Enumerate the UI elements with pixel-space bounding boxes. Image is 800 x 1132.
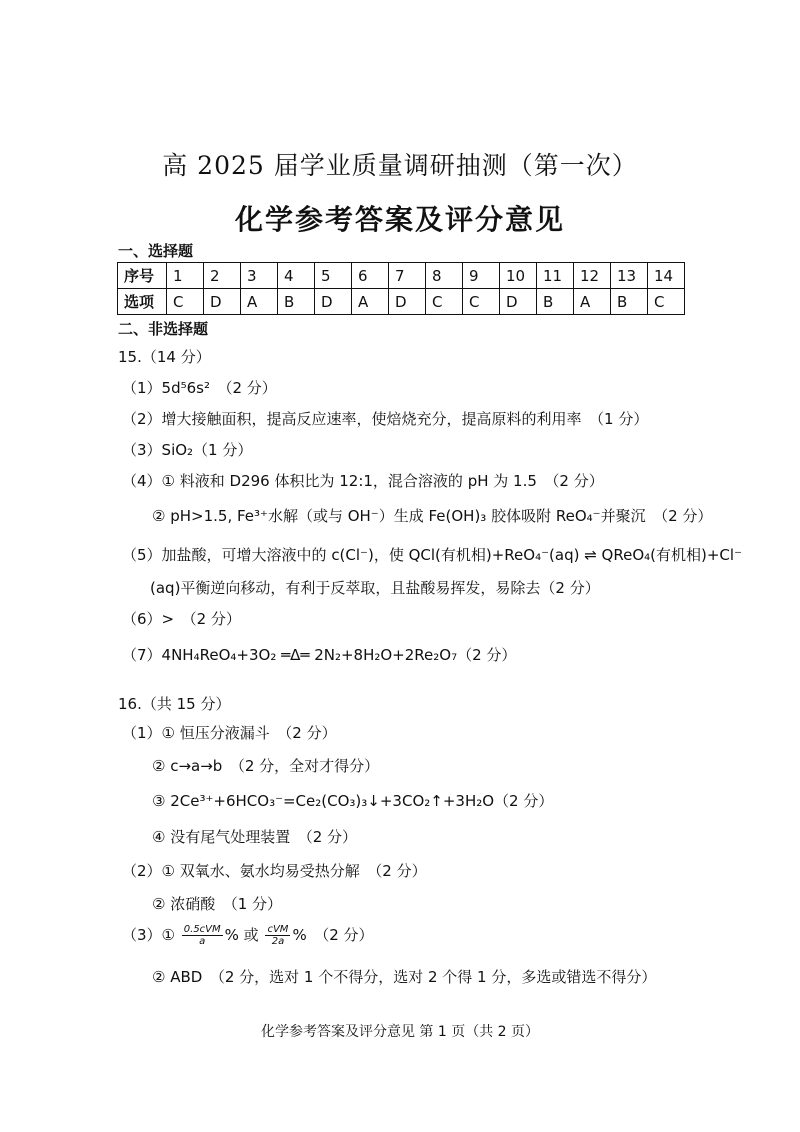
q16-answer-3-1-mid: % 或 bbox=[224, 926, 259, 944]
q15-title: 15.（14 分） bbox=[118, 348, 211, 366]
table-cell: 9 bbox=[463, 263, 500, 289]
q15-answer-2: （2）增大接触面积，提高反应速率，使焙烧充分，提高原料的利用率 （1 分） bbox=[122, 410, 649, 428]
table-cell: 7 bbox=[389, 263, 426, 289]
table-row-answers bbox=[118, 289, 685, 315]
q16-title: 16.（共 15 分） bbox=[118, 695, 231, 713]
q16-answer-3-1-prefix: （3）① bbox=[122, 926, 175, 944]
document-subtitle: 化学参考答案及评分意见 bbox=[234, 203, 565, 236]
table-cell: B bbox=[611, 289, 648, 315]
q15-answer-7: （7）4NH₄ReO₄+3O₂ ═Δ═ 2N₂+8H₂O+2Re₂O₇（2 分） bbox=[122, 646, 517, 664]
section-heading-nonchoice: 二、非选择题 bbox=[118, 320, 209, 338]
table-cell: D bbox=[389, 289, 426, 315]
fraction-2 bbox=[265, 924, 290, 947]
table-cell: A bbox=[574, 289, 611, 315]
fraction-1 bbox=[182, 924, 223, 947]
table-cell: 6 bbox=[352, 263, 389, 289]
q15-answer-4-2: ② pH>1.5, Fe³⁺水解（或与 OH⁻）生成 Fe(OH)₃ 胶体吸附 ReO₄⁻并聚沉 （2 分） bbox=[152, 507, 713, 525]
q16-answer-2-1: （2）① 双氧水、氨水均易受热分解 （2 分） bbox=[122, 862, 427, 880]
table-cell: 3 bbox=[241, 263, 278, 289]
table-header-cell: 序号 bbox=[118, 263, 167, 289]
table-cell: C bbox=[648, 289, 685, 315]
table-cell: 4 bbox=[278, 263, 315, 289]
table-cell: 5 bbox=[315, 263, 352, 289]
table-cell: B bbox=[278, 289, 315, 315]
table-cell: A bbox=[241, 289, 278, 315]
q15-answer-1: （1）5d⁵6s² （2 分） bbox=[122, 379, 277, 397]
table-cell: D bbox=[315, 289, 352, 315]
table-header-cell: 选项 bbox=[118, 289, 167, 315]
fraction-1-denominator: a bbox=[199, 936, 206, 947]
q15-answer-3: （3）SiO₂（1 分） bbox=[122, 441, 253, 459]
table-cell: 10 bbox=[500, 263, 537, 289]
q15-answer-4-1: （4）① 料液和 D296 体积比为 12:1，混合溶液的 pH 为 1.5 （2 分） bbox=[122, 472, 604, 490]
table-cell: 1 bbox=[167, 263, 204, 289]
q15-answer-5-1: （5）加盐酸，可增大溶液中的 c(Cl⁻)，使 QCl(有机相)+ReO₄⁻(aq) ⇌ QReO₄(有机相)+Cl⁻ bbox=[122, 546, 742, 564]
table-cell: D bbox=[204, 289, 241, 315]
fraction-2-denominator: 2a bbox=[271, 936, 285, 947]
table-cell: 11 bbox=[537, 263, 574, 289]
q16-answer-2-2: ② 浓硝酸 （1 分） bbox=[152, 895, 283, 913]
table-cell: 14 bbox=[648, 263, 685, 289]
table-cell: C bbox=[426, 289, 463, 315]
fraction-2-numerator: cVM bbox=[267, 924, 289, 935]
q16-answer-1-1: （1）① 恒压分液漏斗 （2 分） bbox=[122, 724, 337, 742]
table-cell: 13 bbox=[611, 263, 648, 289]
document-title: 高 2025 届学业质量调研抽测（第一次） bbox=[162, 151, 638, 180]
q15-answer-6: （6）> （2 分） bbox=[122, 610, 241, 628]
q16-answer-3-1 bbox=[122, 924, 374, 947]
table-cell: C bbox=[167, 289, 204, 315]
table-cell: A bbox=[352, 289, 389, 315]
page-footer: 化学参考答案及评分意见 第 1 页（共 2 页） bbox=[260, 1024, 540, 1040]
q16-answer-1-3: ③ 2Ce³⁺+6HCO₃⁻=Ce₂(CO₃)₃↓+3CO₂↑+3H₂O（2 分） bbox=[152, 792, 554, 810]
table-row-numbers bbox=[118, 263, 685, 289]
q15-answer-5-2: (aq)平衡逆向移动，有利于反萃取，且盐酸易挥发，易除去（2 分） bbox=[150, 579, 600, 597]
table-cell: C bbox=[463, 289, 500, 315]
table-cell: B bbox=[537, 289, 574, 315]
table-cell: 2 bbox=[204, 263, 241, 289]
fraction-1-numerator: 0.5cVM bbox=[183, 924, 221, 935]
section-heading-choice: 一、选择题 bbox=[118, 242, 194, 260]
q16-answer-1-4: ④ 没有尾气处理装置 （2 分） bbox=[152, 828, 358, 846]
q16-answer-3-1-suffix: % （2 分） bbox=[292, 926, 374, 944]
q16-answer-3-2: ② ABD （2 分，选对 1 个不得分，选对 2 个得 1 分，多选或错选不得分） bbox=[152, 968, 657, 986]
table-cell: 12 bbox=[574, 263, 611, 289]
answer-table bbox=[117, 262, 685, 315]
table-cell: D bbox=[500, 289, 537, 315]
table-cell: 8 bbox=[426, 263, 463, 289]
q16-answer-1-2: ② c→a→b （2 分，全对才得分） bbox=[152, 757, 380, 775]
